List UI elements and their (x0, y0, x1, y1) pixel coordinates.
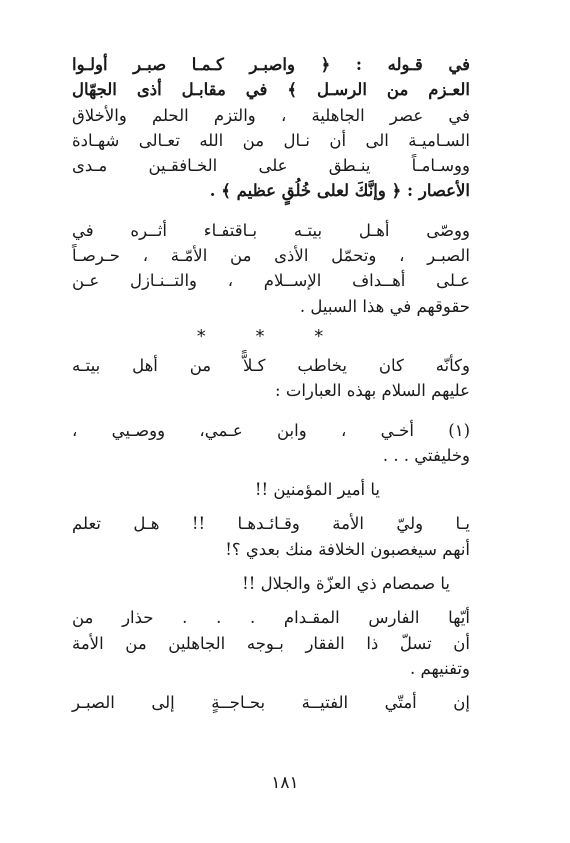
paragraph-4 (72, 418, 470, 469)
text-line: وكأنّه كان يخاطب كـلاًّ من أهل بيتـه (72, 355, 470, 375)
text-line: يا صمصام ذي العزّة والجلال !! (242, 574, 450, 594)
paragraph-9 (72, 690, 470, 715)
text-line: السـاميـة الى أن نـال من الله تعـالى شهـادة (72, 130, 470, 150)
text-line: في قـوله : ﴿ واصبـر كـمـا صبـر أولـوا (72, 55, 470, 74)
text-line: يا أمير المؤمنين !! (254, 480, 380, 500)
text-line: يـا وليّ الأمة وقـائـدهـا !! هـل تعلم (72, 514, 470, 534)
paragraph-7 (72, 571, 470, 596)
text-line: أنهم سيغصبون الخلافة منك بعدي ؟! (225, 539, 470, 559)
paragraph-8 (72, 605, 470, 681)
text-line: ووصّى أهـل بيتـه بـاقتفـاء أثــره في (72, 220, 470, 240)
paragraph-5 (72, 477, 470, 502)
text-line: العـزم من الرسـل ﴾ في مقابـل أذى الجهّال (72, 80, 470, 100)
text-line: الأعصار : ﴿ وإنَّكَ لعلى خُلُقٍ عظيم ﴾ . (209, 181, 470, 201)
paragraph-6 (72, 511, 470, 562)
text-line: ووسـامـاً ينـطق على الخـافقـين مـدى (72, 156, 470, 176)
book-page (72, 52, 470, 812)
text-line: أيّها الفارس المقـدام . . . حذار من (72, 608, 470, 628)
text-line: عليهم السلام بهذه العبارات : (275, 381, 470, 401)
page-number: ١٨١ (271, 773, 299, 793)
text-line: حقوقهم في هذا السبيل . (299, 296, 470, 316)
text-line: وخليفتي . . . (382, 445, 470, 465)
section-separator: * * * (196, 325, 346, 347)
paragraph-1 (72, 52, 470, 204)
paragraph-2 (72, 218, 470, 319)
text-line: (١) أخـي ، وابن عـمي، ووصـيي ، (72, 420, 470, 440)
text-line: أن تسلّ ذا الفقار بـوجه الجاهلين من الأمة (72, 633, 470, 653)
text-line: في عصر الجاهلية ، والتزم الحلم والأخلاق (72, 105, 470, 125)
text-line: إن أمتّي الفتيــة بحـاجــةٍ إلى الصبـر (72, 693, 470, 713)
text-line: عـلى أهــداف الإســلام ، والتــنـازل عـن (72, 271, 470, 291)
text-line: الصبـر ، وتحمّل الأذى من الأمّـة ، حـرصـاً (72, 246, 470, 266)
text-line: وتفنيهم . (410, 658, 470, 678)
paragraph-3 (72, 353, 470, 404)
